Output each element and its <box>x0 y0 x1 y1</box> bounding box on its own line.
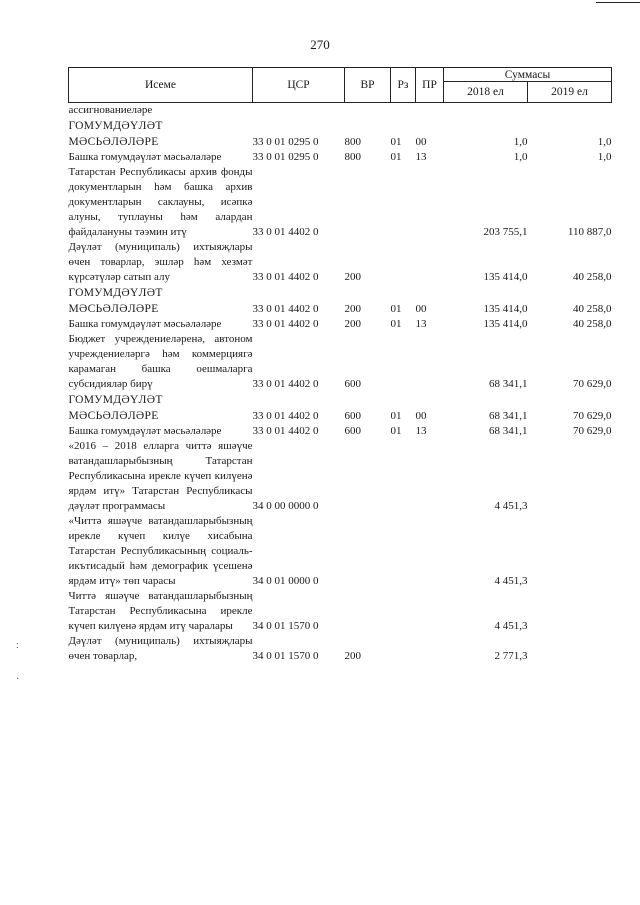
row-name-cell: Дәүләт (муниципаль) ихтыяҗлары өчен товарлар, эшләр һәм хезмәт күрсәтүләр сатып алу <box>68 241 253 283</box>
row-vr-cell <box>345 589 391 634</box>
row-pr-cell: 13 <box>415 318 427 330</box>
row-pr-cell: 13 <box>415 151 427 163</box>
table-row <box>69 317 612 332</box>
row-pr-cell: 00 <box>415 136 427 148</box>
row-sum-2019-cell: 40 258,0 <box>573 303 612 315</box>
row-vr-cell: 800 <box>344 136 361 148</box>
row-csr-cell: 33 0 01 4402 0 <box>252 303 319 315</box>
row-pr-cell <box>416 589 444 634</box>
row-pr-cell <box>416 165 444 240</box>
row-rz-cell <box>391 332 416 392</box>
table-row <box>69 514 612 589</box>
row-vr-cell: 600 <box>344 410 361 422</box>
header-sums: Суммасы <box>444 68 612 82</box>
row-csr-cell: 33 0 01 0295 0 <box>252 136 319 148</box>
row-rz-cell <box>391 634 416 664</box>
row-rz-cell: 01 <box>390 410 402 422</box>
row-sum-2019-cell <box>528 634 612 664</box>
row-sum-2018-cell: 68 341,1 <box>489 378 528 390</box>
row-vr-cell: 200 <box>344 271 361 283</box>
row-csr-cell: 34 0 01 1570 0 <box>252 620 319 632</box>
row-rz-cell: 01 <box>390 151 402 163</box>
corner-rule <box>596 2 640 3</box>
row-vr-cell: 200 <box>344 650 361 662</box>
row-csr-cell: 34 0 01 0000 0 <box>252 575 319 587</box>
row-sum-2019-cell <box>528 514 612 589</box>
table-row <box>69 118 612 150</box>
row-sum-2019-cell <box>528 103 612 119</box>
row-csr-cell: 33 0 01 4402 0 <box>252 226 319 238</box>
row-vr-cell <box>345 439 391 514</box>
row-pr-cell <box>416 514 444 589</box>
header-csr: ЦСР <box>253 68 345 103</box>
table-row <box>69 589 612 634</box>
row-sum-2019-cell: 70 629,0 <box>573 425 612 437</box>
row-vr-cell: 600 <box>344 425 361 437</box>
row-sum-2019-cell <box>528 439 612 514</box>
row-rz-cell <box>391 514 416 589</box>
margin-mark: : <box>16 640 19 651</box>
row-csr-cell: 34 0 00 0000 0 <box>252 500 319 512</box>
row-sum-2019-cell: 40 258,0 <box>573 271 612 283</box>
row-csr-cell: 34 0 01 1570 0 <box>252 650 319 662</box>
row-sum-2019-cell: 1,0 <box>597 136 612 148</box>
row-name-cell: ГОМУМДӘҮЛӘТ МӘСЬӘЛӘЛӘРЕ <box>68 120 163 148</box>
row-pr-cell <box>416 439 444 514</box>
row-sum-2018-cell: 68 341,1 <box>489 410 528 422</box>
row-name-cell: ГОМУМДӘҮЛӘТ МӘСЬӘЛӘЛӘРЕ <box>68 394 163 422</box>
row-csr-cell: 33 0 01 4402 0 <box>252 425 319 437</box>
row-rz-cell <box>391 240 416 285</box>
table-row <box>69 150 612 165</box>
row-sum-2018-cell: 135 414,0 <box>483 303 528 315</box>
row-sum-2019-cell: 70 629,0 <box>573 410 612 422</box>
budget-table <box>68 67 612 664</box>
row-vr-cell: 600 <box>344 378 361 390</box>
row-pr-cell: 00 <box>415 303 427 315</box>
row-pr-cell <box>416 332 444 392</box>
row-name-cell: Башка гомумдәүләт мәсьәләләре <box>68 151 222 163</box>
row-vr-cell: 200 <box>344 303 361 315</box>
row-name-cell: ГОМУМДӘҮЛӘТ МӘСЬӘЛӘЛӘРЕ <box>68 287 163 315</box>
row-sum-2018-cell: 135 414,0 <box>483 271 528 283</box>
row-sum-2018-cell: 4 451,3 <box>494 575 528 587</box>
row-sum-2018-cell: 135 414,0 <box>483 318 528 330</box>
row-sum-2019-cell: 40 258,0 <box>573 318 612 330</box>
row-vr-cell: 800 <box>344 151 361 163</box>
header-name: Исеме <box>69 68 253 103</box>
row-csr-cell: 33 0 01 4402 0 <box>252 410 319 422</box>
header-rz: Рз <box>391 68 416 103</box>
row-vr-cell <box>345 103 391 119</box>
row-rz-cell <box>391 439 416 514</box>
row-name-cell: Дәүләт (муниципаль) ихтыяҗлары өчен товарлар, <box>68 635 253 662</box>
row-name-cell: Читтә яшәүче ватандашларыбызның Татарстан Республикасына ирекле күчеп килүенә ярдәм итү чаралары <box>68 590 253 632</box>
row-csr-cell: 33 0 01 0295 0 <box>252 151 319 163</box>
row-pr-cell <box>416 240 444 285</box>
row-sum-2018-cell: 1,0 <box>513 136 528 148</box>
table-row <box>69 103 612 119</box>
row-name-cell: «Читтә яшәүче ватандашларыбызның ирекле күчеп килүе хисабына Татарстан Республикасының социаль-икътисадый һәм демографик үсешенә ярдәм итү» төп чарасы <box>68 515 253 587</box>
row-name-cell: Татарстан Республикасы архив фонды документларын һәм башка архив документларын саклауны, исәпкә алуны, туплауны һәм алардан файдалануны тәэмин итү <box>68 166 253 238</box>
row-csr-cell: 33 0 01 4402 0 <box>252 271 319 283</box>
row-pr-cell <box>416 634 444 664</box>
table-body <box>69 103 612 665</box>
table-row <box>69 392 612 424</box>
row-name-cell: Башка гомумдәүләт мәсьәләләре <box>68 318 222 330</box>
row-name-cell: «2016 – 2018 елларга читтә яшәүче ватандашларыбызның Татарстан Республикасына ирекле күчеп килүенә ярдәм итү» Татарстан Республикасы дәүләт программасы <box>68 440 253 512</box>
header-vr: ВР <box>345 68 391 103</box>
row-sum-2019-cell: 1,0 <box>597 151 612 163</box>
header-year-2018: 2018 ел <box>444 82 528 103</box>
margin-mark: · <box>16 674 20 685</box>
row-vr-cell: 200 <box>344 318 361 330</box>
row-pr-cell <box>416 103 444 119</box>
row-vr-cell <box>345 165 391 240</box>
row-rz-cell: 01 <box>390 425 402 437</box>
row-sum-2019-cell: 110 887,0 <box>567 226 612 238</box>
row-rz-cell: 01 <box>390 136 402 148</box>
row-name-cell: ассигнованиеләре <box>68 104 153 116</box>
row-sum-2018-cell: 203 755,1 <box>483 226 528 238</box>
row-vr-cell <box>345 514 391 589</box>
row-sum-2018-cell <box>444 103 528 119</box>
row-name-cell: Бюджет учреждениеләренә, автоном учреждениеләргә һәм коммерциягә карамаган башка оешмаларга субсидияләр бирү <box>68 333 253 390</box>
row-sum-2019-cell <box>528 589 612 634</box>
table-row <box>69 439 612 514</box>
row-rz-cell: 01 <box>390 318 402 330</box>
row-sum-2018-cell: 2 771,3 <box>494 650 528 662</box>
row-csr-cell: 33 0 01 4402 0 <box>252 378 319 390</box>
header-year-2019: 2019 ел <box>528 82 612 103</box>
table-row <box>69 285 612 317</box>
row-name-cell: Башка гомумдәүләт мәсьәләләре <box>68 425 222 437</box>
header-pr: ПР <box>416 68 444 103</box>
row-csr-cell <box>253 103 345 119</box>
table-row <box>69 332 612 392</box>
page-number: 270 <box>310 37 330 52</box>
row-pr-cell: 13 <box>415 425 427 437</box>
row-rz-cell <box>391 103 416 119</box>
row-csr-cell: 33 0 01 4402 0 <box>252 318 319 330</box>
table-row <box>69 240 612 285</box>
row-pr-cell: 00 <box>415 410 427 422</box>
row-sum-2018-cell: 68 341,1 <box>489 425 528 437</box>
row-rz-cell <box>391 589 416 634</box>
row-rz-cell: 01 <box>390 303 402 315</box>
row-sum-2018-cell: 4 451,3 <box>494 500 528 512</box>
row-sum-2019-cell: 70 629,0 <box>573 378 612 390</box>
row-rz-cell <box>391 165 416 240</box>
row-sum-2018-cell: 4 451,3 <box>494 620 528 632</box>
table-row <box>69 424 612 439</box>
row-sum-2018-cell: 1,0 <box>513 151 528 163</box>
table-row <box>69 165 612 240</box>
table-row <box>69 634 612 664</box>
